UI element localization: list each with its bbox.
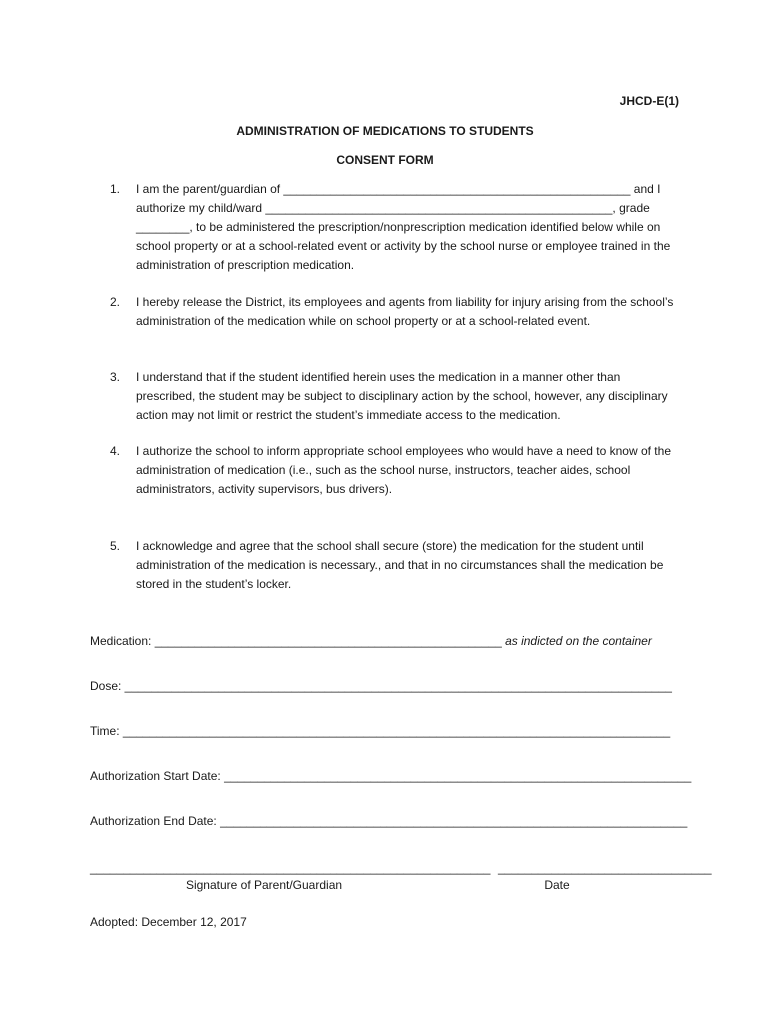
consent-item-1 bbox=[110, 180, 682, 275]
item-text: I hereby release the District, its employees and agents from liability for injury arising from the school’s administration of the medication while on school property or at a school-related event. bbox=[136, 295, 674, 328]
dose-field[interactable]: Dose: __________________________________________________________________________________ bbox=[90, 679, 672, 693]
adopted-date: Adopted: December 12, 2017 bbox=[90, 915, 247, 929]
item-text: I acknowledge and agree that the school shall secure (store) the medication for the student until administration of the medication is necessary., and that in no circumstances shall the medication be stored in the student’s locker. bbox=[136, 539, 664, 591]
form-subtitle: CONSENT FORM bbox=[336, 153, 434, 167]
consent-item-5 bbox=[110, 537, 682, 594]
medication-note: as indicted on the container bbox=[501, 634, 652, 648]
end-date-field[interactable]: Authorization End Date: ______________________________________________________________________ bbox=[90, 814, 688, 828]
date-signature-line[interactable]: ________________________________ bbox=[498, 861, 712, 875]
consent-item-2 bbox=[110, 293, 682, 331]
consent-item-4 bbox=[110, 442, 682, 499]
medication-label: Medication: ____________________________________________________ bbox=[90, 634, 502, 648]
item-number: 3. bbox=[110, 370, 121, 384]
consent-item-3 bbox=[110, 368, 682, 425]
item-text: I authorize the school to inform appropriate school employees who would have a need to know of the administration of medication (i.e., such as the school nurse, instructors, teacher aides, school administrators, activity supervisors, bus drivers). bbox=[136, 444, 671, 496]
start-date-field[interactable]: Authorization Start Date: ______________________________________________________________________ bbox=[90, 769, 692, 783]
form-title: ADMINISTRATION OF MEDICATIONS TO STUDENTS bbox=[236, 124, 534, 138]
time-field[interactable]: Time: __________________________________________________________________________________ bbox=[90, 724, 671, 738]
item-number: 4. bbox=[110, 444, 121, 458]
date-label: Date bbox=[544, 878, 570, 892]
parent-signature-label: Signature of Parent/Guardian bbox=[185, 878, 343, 892]
item-number: 2. bbox=[110, 295, 121, 309]
item-text: I am the parent/guardian of ____________________________________________________ and I authorize my child/ward ____________________________________________________, grade ________, to be administered the prescription/nonprescription medication identified below while on school property or at a school-related event or activity by the school nurse or employee trained in the administration of prescription medication. bbox=[136, 182, 671, 272]
item-number: 1. bbox=[110, 182, 121, 196]
parent-signature-line[interactable]: ____________________________________________________________ bbox=[90, 861, 491, 875]
item-number: 5. bbox=[110, 539, 121, 553]
item-text: I understand that if the student identified herein uses the medication in a manner other than prescribed, the student may be subject to disciplinary action by the school, however, any disciplinary action may not limit or restrict the student’s immediate access to the medication. bbox=[136, 370, 668, 422]
medication-field[interactable] bbox=[90, 633, 680, 649]
policy-code: JHCD-E(1) bbox=[619, 94, 679, 108]
